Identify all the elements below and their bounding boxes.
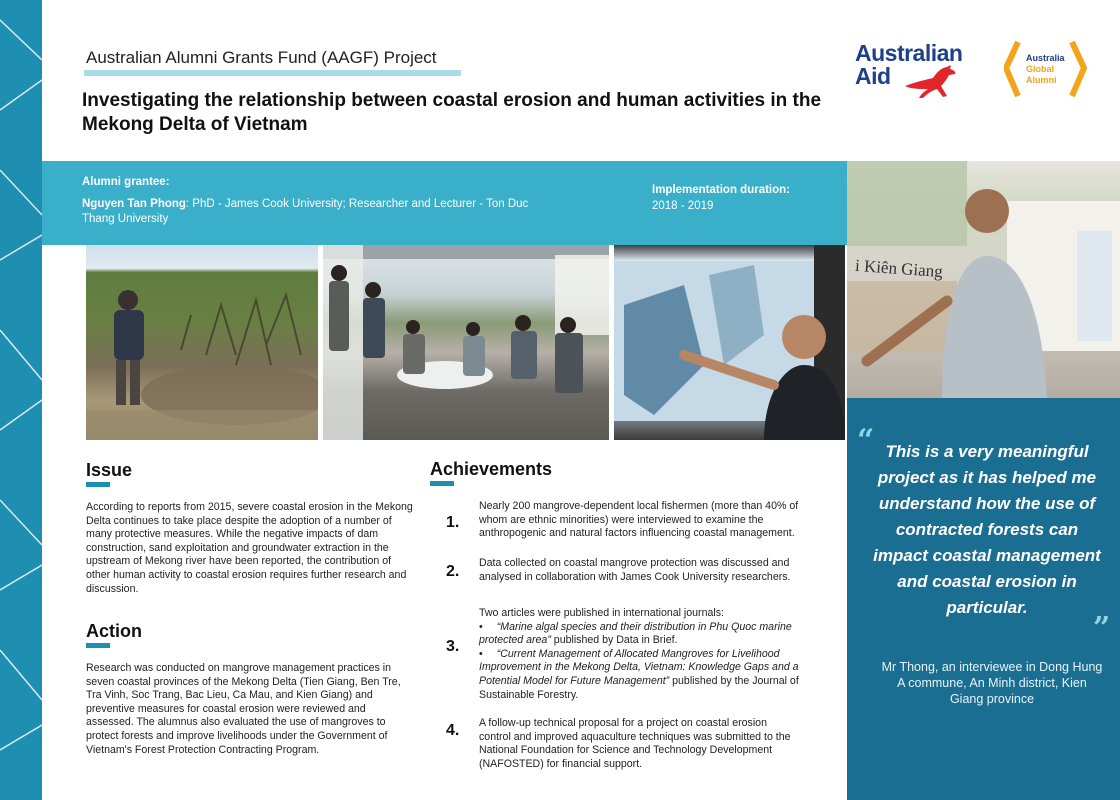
photo-researcher-with-map <box>614 245 845 440</box>
achievement-3-bullet-2 <box>479 648 824 702</box>
achievement-3-text <box>479 607 824 702</box>
map-label-kien-giang: i Kiên Giang <box>854 255 944 282</box>
issue-text: According to reports from 2015, severe coastal erosion in the Mekong Delta continues to take place despite the adoption of a number of many protective measures. While the negative impacts of dam construction, sand exploitation and groundwater extraction in the upstream of Mekong river have been reported, the contribution of other human activity to coastal erosion requires further research and discussion. <box>86 501 413 595</box>
left-decorative-stripe <box>0 0 42 800</box>
achievements-heading-bar <box>430 481 454 486</box>
kangaroo-icon <box>903 64 961 100</box>
australian-aid-logo <box>855 42 985 102</box>
program-title: Australian Alumni Grants Fund (AAGF) Project <box>86 48 437 67</box>
aga-logo-line3: Alumni <box>1026 75 1057 85</box>
achievement-2-number: 2. <box>446 563 460 580</box>
article-1-title: “Marine algal species and their distribution in Phu Quoc marine protected area” <box>479 620 792 647</box>
photo-interviewee-mr-thong <box>847 161 1120 398</box>
program-title-underline <box>84 70 461 76</box>
duration-label: Implementation duration: <box>652 184 790 196</box>
grantee-name: Nguyen Tan Phong <box>82 198 186 210</box>
achievements-heading: Achievements <box>430 459 553 479</box>
article-2-publisher: published by the Journal of Sustainable Forestry. <box>479 674 799 701</box>
issue-heading: Issue <box>86 460 133 480</box>
achievement-4-text: A follow-up technical proposal for a project on coastal erosion control and improved aquaculture techniques was submitted to the National Foundation for Science and Technology Development (NAFOSTED) for financial support. <box>479 717 791 770</box>
achievement-3-bullet-1 <box>479 621 824 648</box>
quote-panel <box>847 398 1120 800</box>
duration-value: 2018 - 2019 <box>652 200 714 212</box>
australia-global-alumni-logo <box>1004 40 1089 100</box>
grantee-details <box>82 197 537 227</box>
australian-aid-logo-line2: Aid <box>855 63 891 89</box>
grantee-label: Alumni grantee: <box>82 176 170 188</box>
quote-text: This is a very meaningful project as it has helped me understand how the use of contracted forests can impact coastal management and coastal erosion in particular. <box>873 442 1101 617</box>
bullet-mark: • <box>479 620 483 633</box>
grantee-affiliation: : PhD - James Cook University; Researcher and Lecturer - Ton Duc Thang University <box>82 198 529 225</box>
project-title: Investigating the relationship between coastal erosion and human activities in the Mekong Delta of Vietnam <box>82 90 822 135</box>
achievement-1-number: 1. <box>446 514 460 531</box>
photo-group-meeting <box>323 245 609 440</box>
issue-heading-bar <box>86 482 110 487</box>
action-heading: Action <box>86 621 142 641</box>
quote-open-mark: “ <box>857 423 875 458</box>
action-text: Research was conducted on mangrove management practices in seven coastal provinces of the Mekong Delta (Tien Giang, Ben Tre, Tra Vinh, Soc Trang, Bac Lieu, Ca Mau, and Kien Giang) and preventive measures for coastal erosion were reviewed and assessed. The alumnus also evaluated the use of mangroves to protect forests and improve livelihoods under the Government of Vietnam's Forest Protection Contracting Program. <box>86 662 401 756</box>
grantee-banner <box>42 161 847 245</box>
article-2-title: “Current Management of Allocated Mangroves for Livelihood Improvement in the Mekong Delta, Vietnam: Knowledge Gaps and a Potential Model for Future Management” <box>479 647 799 687</box>
achievement-1-text: Nearly 200 mangrove-dependent local fishermen (more than 40% of whom are ethnic minorities) were interviewed to examine the anthropogenic and natural factors influencing coastal management. <box>479 500 799 540</box>
article-1-publisher: published by Data in Brief. <box>550 634 678 647</box>
achievement-3-intro: Two articles were published in international journals: <box>479 607 724 619</box>
australian-aid-logo-line1: Australian <box>855 40 963 66</box>
action-heading-bar <box>86 643 110 648</box>
aga-logo-line1: Australia <box>1026 53 1065 63</box>
achievement-3-number: 3. <box>446 638 460 655</box>
quote-close-mark: ” <box>1093 611 1111 646</box>
quote-attribution: Mr Thong, an interviewee in Dong Hung A commune, An Minh district, Kien Giang province <box>881 660 1103 706</box>
bullet-mark: • <box>479 647 483 660</box>
achievement-2-text: Data collected on coastal mangrove protection was discussed and analysed in collaboration with James Cook University researchers. <box>479 557 791 583</box>
aga-logo-line2: Global <box>1026 64 1055 74</box>
achievement-4-number: 4. <box>446 722 460 739</box>
photo-mangrove-field-visit <box>86 245 318 440</box>
